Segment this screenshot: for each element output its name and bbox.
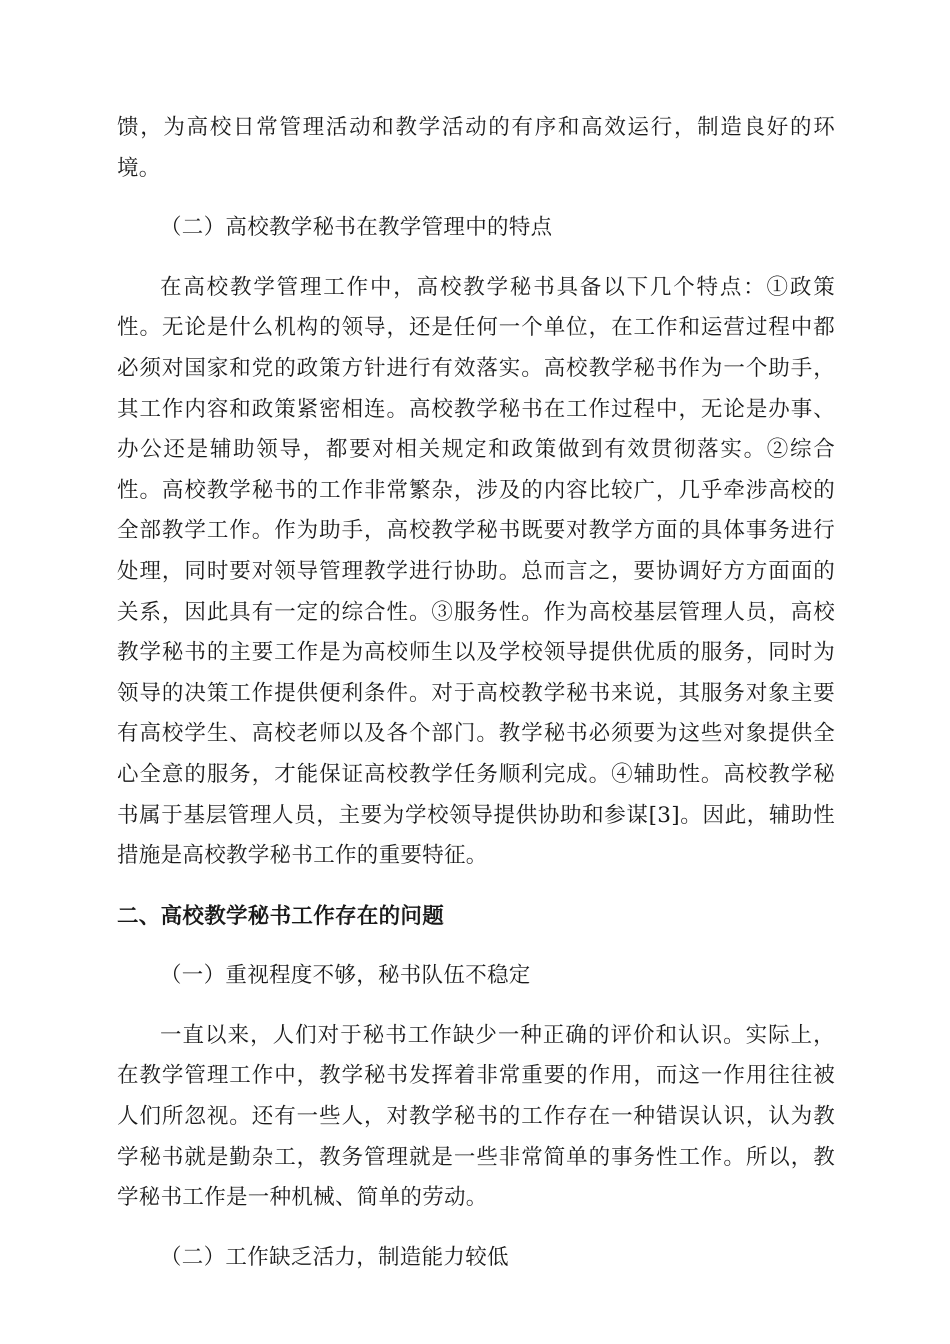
subheading-vitality: （二）工作缺乏活力，制造能力较低 (160, 1244, 509, 1270)
continuation-paragraph: 馈，为高校日常管理活动和教学活动的有序和高效运行，制造良好的环境。 (117, 115, 835, 181)
features-paragraph: 在高校教学管理工作中，高校教学秘书具备以下几个特点：①政策性。无论是什么机构的领导，还是任何一个单位，在工作和运营过程中都必须对国家和党的政策方针进行有效落实。高校教学秘书作为一个助手，其工作内容和政策紧密相连。高校教学秘书在工作过程中，无论是办事、办公还是辅助领导，都要对相关规定和政策做到有效贯彻落实。②综合性。高校教学秘书的工作非常繁杂，涉及的内容比较广，几乎牵涉高校的全部教学工作。作为助手，高校教学秘书既要对教学方面的具体事务进行处理，同时要对领导管理教学进行协助。总而言之，要协调好方方面面的关系，因此具有一定的综合性。③服务性。作为高校基层管理人员，高校教学秘书的主要工作是为高校师生以及学校领导提供优质的服务，同时为领导的决策工作提供便利条件。对于高校教学秘书来说，其服务对象主要有高校学生、高校老师以及各个部门。教学秘书必须要为这些对象提供全心全意的服务，才能保证高校教学任务顺利完成。④辅助性。高校教学秘书属于基层管理人员，主要为学校领导提供协助和参谋[3]。因此，辅助性措施是高校教学秘书工作的重要特征。 (117, 274, 835, 869)
subheading-features: （二）高校教学秘书在教学管理中的特点 (160, 215, 553, 241)
section-heading-problems: 二、高校教学秘书工作存在的问题 (117, 903, 445, 929)
subheading-attention: （一）重视程度不够，秘书队伍不稳定 (160, 963, 531, 989)
document-page (117, 108, 835, 1278)
recognition-paragraph: 一直以来，人们对于秘书工作缺少一种正确的评价和认识。实际上，在教学管理工作中，教学秘书发挥着非常重要的作用，而这一作用往往被人们所忽视。还有一些人，对教学秘书的工作存在一种错误认识，认为教学秘书就是勤杂工，教务管理就是一些非常简单的事务性工作。所以，教学秘书工作是一种机械、简单的劳动。 (117, 1022, 835, 1211)
